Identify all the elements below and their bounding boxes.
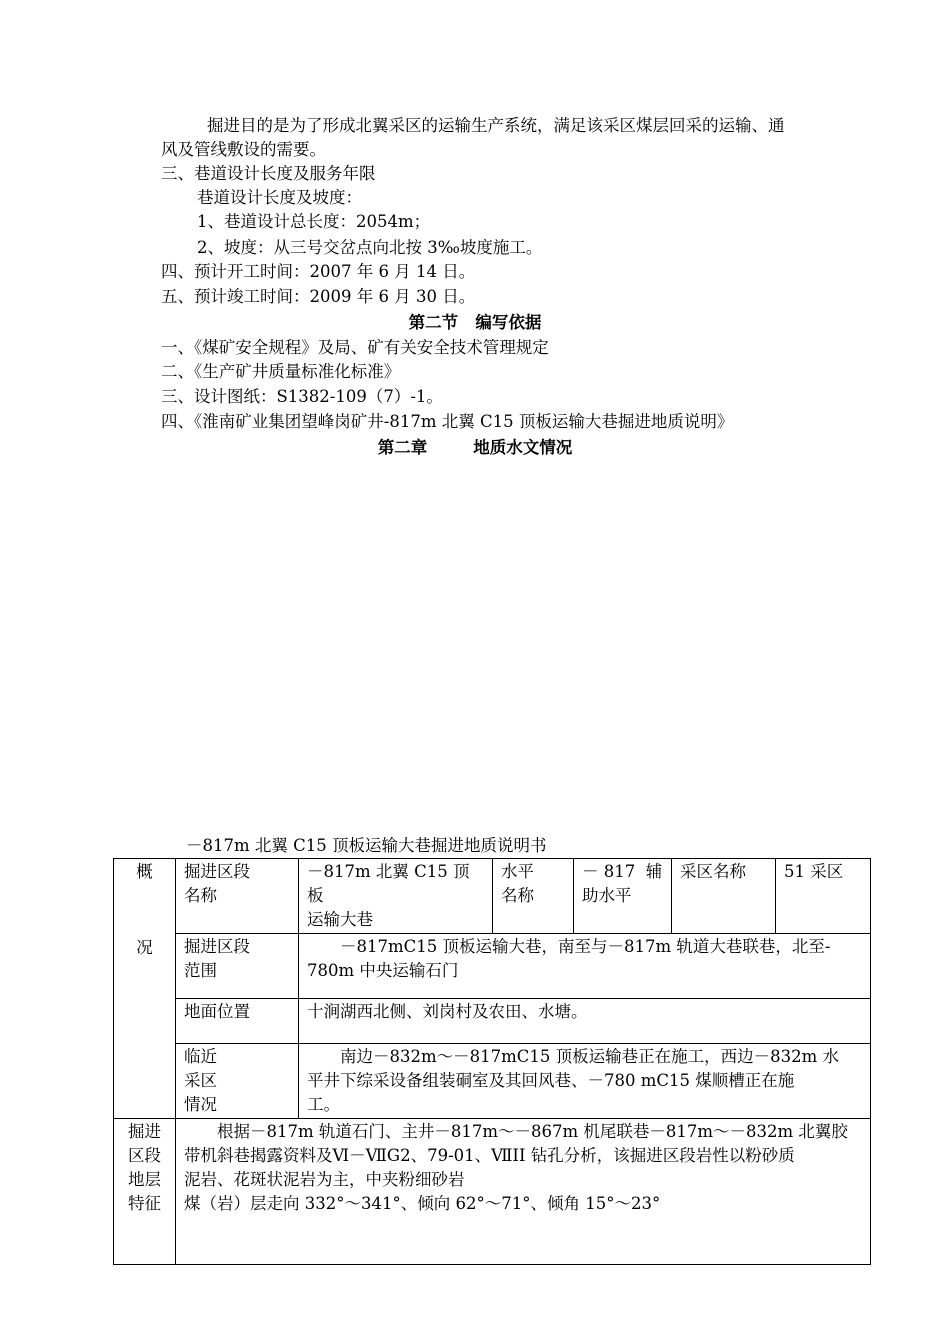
paragraph-line: 风及管线敷设的需要。 xyxy=(161,140,326,159)
mining-area-label: 采区名称 xyxy=(672,859,776,934)
surface-location-label: 地面位置 xyxy=(176,999,299,1044)
paragraph-line: 2、坡度：从三号交岔点向北按 3‰坡度施工。 xyxy=(197,238,543,257)
section-name-label: 掘进区段 名称 xyxy=(176,859,299,934)
surface-location-value: 十涧湖西北侧、刘岗村及农田、水塘。 xyxy=(299,999,871,1044)
basis-item: 一、《煤矿安全规程》及局、矿有关安全技术管理规定 xyxy=(161,338,549,357)
overview-label: 概 况 xyxy=(114,859,176,1119)
range-value: －817mC15 顶板运输大巷，南至与－817m 轨道大巷联巷，北至- 780m 中央运输石门 xyxy=(299,934,871,999)
range-label: 掘进区段 范围 xyxy=(176,934,299,999)
paragraph-line: 掘进目的是为了形成北翼采区的运输生产系统，满足该采区煤层回采的运输、通 xyxy=(207,116,785,135)
basis-item: 二、《生产矿井质量标准化标准》 xyxy=(161,362,401,381)
mining-area-value: 51 采区 xyxy=(776,859,871,934)
paragraph-line: 巷道设计长度及坡度： xyxy=(197,188,362,207)
section-name-value: －817m 北翼 C15 顶板 运输大巷 xyxy=(299,859,493,934)
level-value: － 817 辅 助水平 xyxy=(574,859,672,934)
chapter-heading: 第二章 地质水文情况 xyxy=(377,438,573,457)
geology-table xyxy=(113,858,871,1265)
paragraph-line: 五、预计竣工时间：2009 年 6 月 30 日。 xyxy=(161,287,476,306)
strata-value: 根据－817m 轨道石门、主井－817m～－867m 机尾联巷－817m～－832m 北翼胶 带机斜巷揭露资料及Ⅵ－ⅦG2、79-01、ⅦII 钻孔分析，该掘进区段岩性以粉砂质 泥岩、花斑状泥岩为主，中夹粉细砂岩 煤（岩）层走向 332°～341°、倾向 62°～71°、倾角 15°～23° xyxy=(176,1119,871,1265)
level-label: 水平 名称 xyxy=(493,859,574,934)
paragraph-line: 三、巷道设计长度及服务年限 xyxy=(161,164,376,183)
paragraph-line: 1、巷道设计总长度：2054m； xyxy=(197,212,431,231)
adjacent-area-label: 临近 采区 情况 xyxy=(176,1044,299,1119)
basis-item: 三、设计图纸：S1382-109（7）-1。 xyxy=(161,387,443,406)
basis-item: 四、《淮南矿业集团望峰岗矿井-817m 北翼 C15 顶板运输大巷掘进地质说明》 xyxy=(161,412,734,431)
adjacent-area-value: 南边－832m～－817mC15 顶板运输巷正在施工，西边－832m 水 平井下综采设备组装硐室及其回风巷、－780 mC15 煤顺槽正在施 工。 xyxy=(299,1044,871,1119)
paragraph-line: 四、预计开工时间：2007 年 6 月 14 日。 xyxy=(161,262,476,281)
strata-label: 掘进 区段 地层 特征 xyxy=(114,1119,176,1265)
table-caption: －817m 北翼 C15 顶板运输大巷掘进地质说明书 xyxy=(186,836,547,855)
section-heading: 第二节 编写依据 xyxy=(408,313,542,332)
